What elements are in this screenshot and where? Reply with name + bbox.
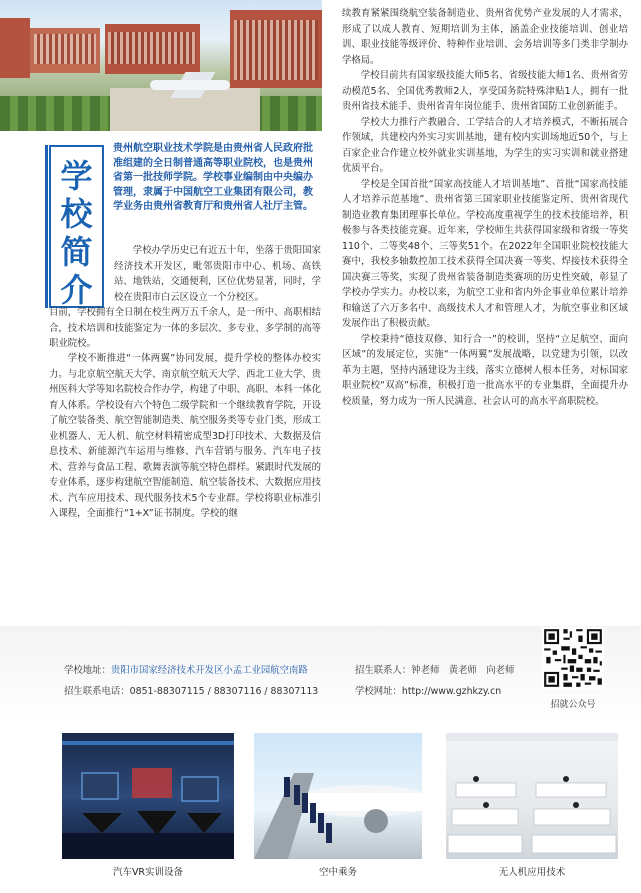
motto-paragraph: 学校秉持“德技双修、知行合一”的校训，坚持“立足航空、面向区域”的发展定位，实施“一体两翼”发展战略，以党建为引领，以改革为主题，坚持内涵建设为主线，落实立德树人根本任务，对标国家职业院校“双高”标准，积极打造一批高水平的专业集群，全面提升办校质量，努力成为一所人民满意、社会认可的高水平高职院校。 <box>342 333 628 407</box>
photo-caption: 无人机应用技术 <box>498 867 566 878</box>
drone-lab-photo <box>446 733 618 859</box>
phone-value: 0851-88307115 / 88307116 / 88307113 <box>129 686 319 697</box>
contact-people-label: 招生联系人： <box>355 665 412 676</box>
website-label: 学校网址： <box>355 686 402 697</box>
website-line <box>355 683 501 697</box>
training-paragraph: 学校大力推行产教融合、工学结合的人才培养模式，不断拓展合作领域，共建校内外实习实训基地，建有校内实训场地近50个，与上百家企业合作建立校外就业实训基地，为学生的实习实训和就业搭建优质平台。 <box>342 116 628 174</box>
qr-code[interactable] <box>542 627 604 689</box>
continuing-education-paragraph: 续教育紧紧围绕航空装备制造业、贵州省优势产业发展的人才需求，形成了以成人教育、短期培训为主体，涵盖企业技能培训、创业培训、职业技能等级评价、特种作业培训、会务培训等多门类非学制办学格局。 <box>342 8 628 66</box>
contact-people-line <box>355 662 514 676</box>
history-paragraph-continued: 目前，学校拥有全日制在校生两万五千余人，是一所中、高职相结合，技术培训和技能鉴定为一体的多层次、多专业、多学制的高等职业院校。 <box>49 307 321 349</box>
website-link[interactable]: http://www.gzhkzy.cn <box>401 686 502 697</box>
faculty-paragraph: 学校目前共有国家级技能大师5名、省级技能大师1名、贵州省劳动模范5名、全国优秀教师2人，享受国务院特殊津贴1人，拥有一批贵州省技术能手、贵州省青年岗位能手、贵州省国防工业创新能手。 <box>342 70 628 112</box>
honors-paragraph: 学校是全国首批“国家高技能人才培训基地”、首批“国家高技能人才培养示范基地”、贵州省第三国家职业技能鉴定所、贵州省现代制造业教育集团理事长单位。学校高度重视学生的技术技能培养，积极参与各类技能竞赛。近年来，学校师生共获得国家级和省级一等奖110个、二等奖48个、三等奖51个。在2022年全国职业院校技能大赛中，我校多轴数控加工技术获得全国决赛一等奖、焊接技术获得全国决赛三等奖，实现了贵州省装备制造类赛项的历史性突破，彰显了学校办学实力。办校以来，为航空工业和省内外企事业单位累计培养和输送了六万多名中、高级技术人才和管理人才，为航空事业和区域发展作出了积极贡献。 <box>342 178 628 329</box>
photo-caption: 空中乘务 <box>318 867 357 878</box>
section-title <box>49 145 104 308</box>
development-paragraph: 学校不断推进“一体两翼”协同发展，提升学校的整体办校实力。与北京航空航天大学、南京航空航天大学、西北工业大学、贵州医科大学等知名院校合作办学，构建了中职、高职、本科一体化育人体系。学校设有六个特色二级学院和一个继续教育学院，开设了航空装备类、航空智能制造类、航空服务类等专业门类，形成工业机器人、无人机、航空材料精密成型3D打印技术、大数据及信息技术、新能源汽车运用与维修、汽车营销与服务、汽车电子技术、营养与食品工程、歌舞表演等航空特色群样。紧跟时代发展的专业体系，逐步构建航空智能制造、航空装备技术、大数据应用技术、汽车应用技术、现代服务技术5个专业群。学校将职业标准引入课程，全面推行“1+X”证书制度。学校的继 <box>49 353 321 519</box>
address-label: 学校地址： <box>64 665 111 676</box>
phone-label: 招生联系电话： <box>64 686 130 697</box>
title-char: 学 <box>60 157 93 195</box>
title-accent-bar <box>45 145 48 308</box>
right-column <box>342 6 628 409</box>
qr-caption: 招就公众号 <box>550 700 596 710</box>
vr-training-photo <box>62 733 234 859</box>
photo-caption: 汽车VR实训设备 <box>112 867 184 878</box>
address-value: 贵阳市国家经济技术开发区小孟工业园航空南路 <box>110 665 308 676</box>
contact-people-value: 钟老师 黄老师 向老师 <box>411 665 515 676</box>
intro-paragraph: 贵州航空职业技术学院是由贵州省人民政府批准组建的全日制普通高等职业院校，也是贵州省第一批技师学院。学校事业编制由中央编办管理，隶属于中国航空工业集团有限公司，教学业务由贵州省教育厅和贵州省人社厅主管。 <box>113 143 313 213</box>
title-char: 简 <box>60 233 93 271</box>
campus-photo <box>0 0 322 131</box>
phone-line <box>64 683 318 697</box>
flight-attendant-photo <box>254 733 422 859</box>
title-char: 介 <box>60 271 93 309</box>
history-paragraph: 学校办学历史已有近五十年，坐落于贵阳国家经济技术开发区，毗邻贵阳市中心、机场、高铁站、地铁站，交通便利，区位优势显著，同时，学校在贵阳市白云区设立一个分校区。 <box>114 245 321 303</box>
title-char: 校 <box>60 195 93 233</box>
address-line <box>64 662 308 676</box>
